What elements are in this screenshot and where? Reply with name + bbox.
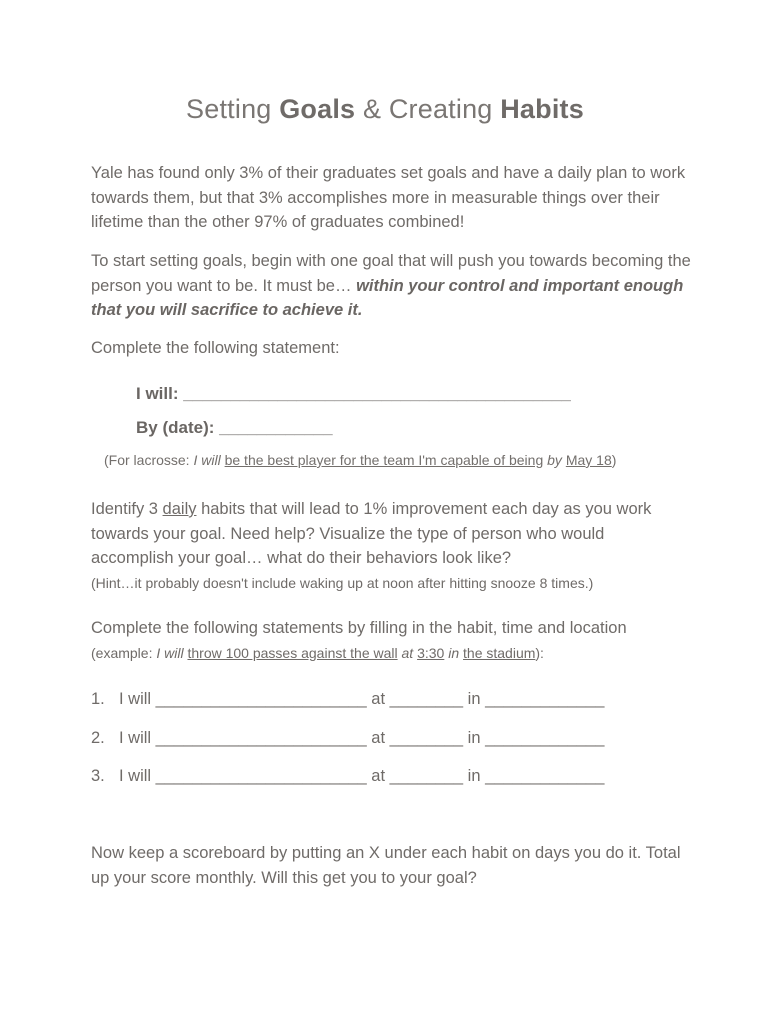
goal-date-line: By (date): ____________	[136, 418, 333, 437]
habit-line-1: 1. I will _______________________ at ________ in _____________	[91, 690, 605, 708]
hint-text: (Hint…it probably doesn't include waking up at noon after hitting snooze 8 times.)	[91, 574, 594, 591]
habits-paragraph: Identify 3 daily habits that will lead to 1% improvement each day as you work towards your goal. Need help? Visualize the type of person who would accomplish your goal… what do their behaviors look like? (Hint…it probably doesn't include waking up at noon after hitting snooze 8 times.)	[91, 500, 652, 591]
title-habits: Habits	[500, 94, 584, 124]
lacrosse-example: (For lacrosse: I will be the best player for the team I'm capable of being by May 18)	[104, 452, 617, 468]
daily-word: daily	[162, 500, 197, 518]
page-title: Setting Goals & Creating Habits	[186, 94, 584, 124]
goal-will-line: I will: _________________________________________	[136, 384, 571, 403]
habit-line-2: 2. I will _______________________ at ________ in _____________	[91, 729, 605, 747]
complete-prompt: Complete the following statement:	[91, 339, 340, 357]
scoreboard-paragraph: Now keep a scoreboard by putting an X under each habit on days you do it. Total up your score monthly. Will this get you to your goal?	[91, 844, 681, 887]
start-emphasis: within your control and important enough that you will sacrifice to achieve it.	[91, 276, 684, 319]
start-paragraph: To start setting goals, begin with one goal that will push you towards becoming the person you want to be. It must be… within your control and important enough that you will sacrifice to achieve it.	[91, 252, 691, 319]
statements-prompt: Complete the following statements by filling in the habit, time and location (example: I will throw 100 passes against the wall at 3:30 in the stadium):	[91, 619, 627, 661]
intro-paragraph: Yale has found only 3% of their graduates set goals and have a daily plan to work towards them, but that 3% accomplishes more in measurable things over their lifetime than the other 97% of graduates combined!	[91, 164, 686, 231]
habit-line-3: 3. I will _______________________ at ________ in _____________	[91, 767, 605, 785]
title-goals: Goals	[279, 94, 356, 124]
